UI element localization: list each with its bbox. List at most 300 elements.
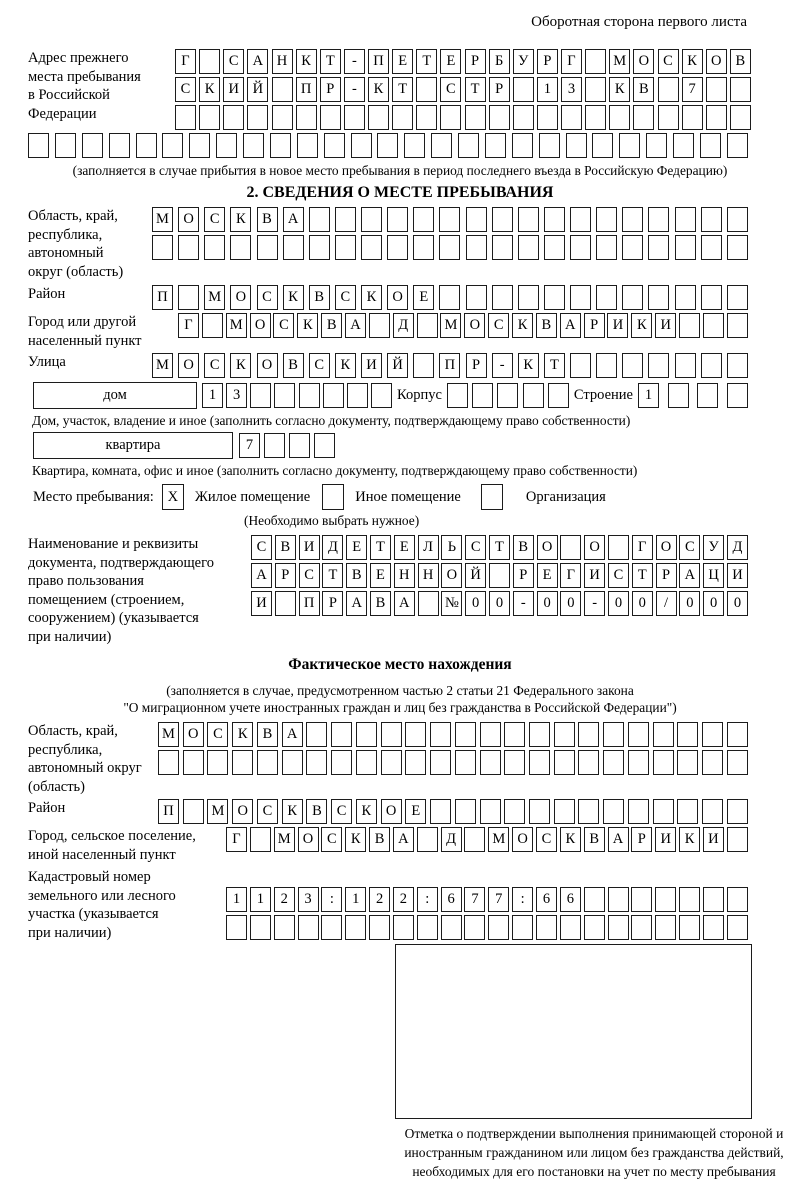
char-cell[interactable]	[596, 235, 617, 260]
char-cell[interactable]	[223, 105, 244, 130]
char-cell[interactable]	[369, 313, 390, 338]
char-cell[interactable]: Т	[489, 535, 510, 560]
char-cell[interactable]	[570, 235, 591, 260]
char-cell[interactable]	[320, 105, 341, 130]
char-cell[interactable]: Р	[489, 77, 510, 102]
char-cell[interactable]	[331, 750, 352, 775]
char-cell[interactable]	[544, 235, 565, 260]
char-cell[interactable]	[727, 887, 748, 912]
char-cell[interactable]	[523, 383, 544, 408]
char-cell[interactable]: А	[283, 207, 304, 232]
char-cell[interactable]: А	[345, 313, 366, 338]
char-cell[interactable]: 0	[727, 591, 748, 616]
char-cell[interactable]: О	[441, 563, 462, 588]
char-cell[interactable]	[648, 207, 669, 232]
char-cell[interactable]	[270, 133, 291, 158]
char-cell[interactable]	[727, 383, 748, 408]
char-cell[interactable]: С	[658, 49, 679, 74]
char-cell[interactable]	[703, 887, 724, 912]
char-cell[interactable]: К	[609, 77, 630, 102]
char-cell[interactable]: 2	[369, 887, 390, 912]
char-cell[interactable]: 0	[632, 591, 653, 616]
char-cell[interactable]	[455, 750, 476, 775]
char-cell[interactable]	[648, 235, 669, 260]
char-cell[interactable]	[585, 77, 606, 102]
char-cell[interactable]: К	[368, 77, 389, 102]
char-cell[interactable]	[679, 887, 700, 912]
char-cell[interactable]: Т	[465, 77, 486, 102]
char-cell[interactable]	[55, 133, 76, 158]
char-cell[interactable]: Р	[656, 563, 677, 588]
char-cell[interactable]: А	[282, 722, 303, 747]
char-cell[interactable]	[189, 133, 210, 158]
char-cell[interactable]: П	[158, 799, 179, 824]
char-cell[interactable]: О	[584, 535, 605, 560]
char-cell[interactable]	[603, 750, 624, 775]
char-cell[interactable]	[387, 207, 408, 232]
char-cell[interactable]: В	[257, 722, 278, 747]
char-cell[interactable]	[377, 133, 398, 158]
char-cell[interactable]: С	[321, 827, 342, 852]
char-cell[interactable]: Т	[416, 49, 437, 74]
char-cell[interactable]	[464, 915, 485, 940]
char-cell[interactable]	[653, 722, 674, 747]
char-cell[interactable]	[458, 133, 479, 158]
char-cell[interactable]: 3	[298, 887, 319, 912]
char-cell[interactable]	[298, 915, 319, 940]
char-cell[interactable]	[702, 750, 723, 775]
char-cell[interactable]: Е	[413, 285, 434, 310]
char-cell[interactable]: У	[703, 535, 724, 560]
char-cell[interactable]	[361, 207, 382, 232]
char-cell[interactable]	[202, 313, 223, 338]
char-cell[interactable]: 3	[226, 383, 247, 408]
char-cell[interactable]: Р	[465, 49, 486, 74]
char-cell[interactable]	[608, 915, 629, 940]
char-cell[interactable]: Н	[272, 49, 293, 74]
char-cell[interactable]	[296, 105, 317, 130]
char-cell[interactable]	[381, 722, 402, 747]
char-cell[interactable]	[655, 915, 676, 940]
char-cell[interactable]	[321, 915, 342, 940]
char-cell[interactable]: 1	[345, 887, 366, 912]
char-cell[interactable]: Д	[727, 535, 748, 560]
char-cell[interactable]: 0	[560, 591, 581, 616]
char-cell[interactable]: В	[257, 207, 278, 232]
char-cell[interactable]	[554, 750, 575, 775]
char-cell[interactable]: Р	[275, 563, 296, 588]
char-cell[interactable]: В	[321, 313, 342, 338]
char-cell[interactable]	[596, 207, 617, 232]
char-cell[interactable]	[405, 722, 426, 747]
char-cell[interactable]	[430, 722, 451, 747]
char-cell[interactable]: Г	[226, 827, 247, 852]
char-cell[interactable]: К	[512, 313, 533, 338]
char-cell[interactable]: Н	[418, 563, 439, 588]
char-cell[interactable]	[544, 285, 565, 310]
char-cell[interactable]: В	[584, 827, 605, 852]
char-cell[interactable]: Е	[370, 563, 391, 588]
char-cell[interactable]: О	[230, 285, 251, 310]
char-cell[interactable]: В	[370, 591, 391, 616]
char-cell[interactable]: К	[361, 285, 382, 310]
char-cell[interactable]	[465, 105, 486, 130]
char-cell[interactable]	[622, 353, 643, 378]
char-cell[interactable]	[464, 827, 485, 852]
char-cell[interactable]	[472, 383, 493, 408]
char-cell[interactable]: Е	[537, 563, 558, 588]
char-cell[interactable]	[513, 77, 534, 102]
char-cell[interactable]	[658, 105, 679, 130]
char-cell[interactable]: О	[232, 799, 253, 824]
char-cell[interactable]: Р	[322, 591, 343, 616]
char-cell[interactable]: Н	[394, 563, 415, 588]
char-cell[interactable]: №	[441, 591, 462, 616]
char-cell[interactable]	[371, 383, 392, 408]
char-cell[interactable]	[158, 750, 179, 775]
char-cell[interactable]: Й	[387, 353, 408, 378]
char-cell[interactable]	[361, 235, 382, 260]
char-cell[interactable]	[335, 207, 356, 232]
char-cell[interactable]: -	[492, 353, 513, 378]
char-cell[interactable]: И	[607, 313, 628, 338]
char-cell[interactable]	[730, 77, 751, 102]
char-cell[interactable]: Е	[440, 49, 461, 74]
char-cell[interactable]	[585, 105, 606, 130]
char-cell[interactable]: С	[223, 49, 244, 74]
char-cell[interactable]: В	[369, 827, 390, 852]
char-cell[interactable]	[653, 799, 674, 824]
char-cell[interactable]	[603, 799, 624, 824]
char-cell[interactable]	[250, 915, 271, 940]
char-cell[interactable]	[492, 235, 513, 260]
char-cell[interactable]	[309, 207, 330, 232]
char-cell[interactable]	[730, 105, 751, 130]
char-cell[interactable]	[417, 915, 438, 940]
char-cell[interactable]: О	[656, 535, 677, 560]
char-cell[interactable]: Ь	[441, 535, 462, 560]
char-cell[interactable]	[441, 915, 462, 940]
char-cell[interactable]	[226, 915, 247, 940]
char-cell[interactable]	[701, 353, 722, 378]
char-cell[interactable]: Ц	[703, 563, 724, 588]
char-cell[interactable]: С	[204, 207, 225, 232]
char-cell[interactable]	[489, 563, 510, 588]
char-cell[interactable]: К	[199, 77, 220, 102]
char-cell[interactable]: Б	[489, 49, 510, 74]
char-cell[interactable]: О	[183, 722, 204, 747]
char-cell[interactable]	[518, 235, 539, 260]
char-cell[interactable]	[207, 750, 228, 775]
char-cell[interactable]	[178, 285, 199, 310]
char-cell[interactable]	[727, 133, 748, 158]
char-cell[interactable]: С	[536, 827, 557, 852]
char-cell[interactable]: М	[152, 207, 173, 232]
char-cell[interactable]: Т	[544, 353, 565, 378]
char-cell[interactable]	[570, 285, 591, 310]
char-cell[interactable]: Д	[441, 827, 462, 852]
char-cell[interactable]: И	[655, 313, 676, 338]
char-cell[interactable]	[548, 383, 569, 408]
char-cell[interactable]: И	[655, 827, 676, 852]
char-cell[interactable]	[513, 105, 534, 130]
char-cell[interactable]: С	[608, 563, 629, 588]
char-cell[interactable]	[272, 77, 293, 102]
char-cell[interactable]	[492, 285, 513, 310]
char-cell[interactable]	[356, 722, 377, 747]
char-cell[interactable]	[504, 799, 525, 824]
char-cell[interactable]	[413, 235, 434, 260]
char-cell[interactable]	[82, 133, 103, 158]
char-cell[interactable]: 1	[202, 383, 223, 408]
char-cell[interactable]	[152, 235, 173, 260]
char-cell[interactable]	[512, 133, 533, 158]
char-cell[interactable]: О	[178, 353, 199, 378]
char-cell[interactable]: М	[152, 353, 173, 378]
char-cell[interactable]: Т	[370, 535, 391, 560]
char-cell[interactable]: 0	[679, 591, 700, 616]
char-cell[interactable]	[727, 313, 748, 338]
char-cell[interactable]: Т	[322, 563, 343, 588]
stay-type-checkbox-inoe[interactable]	[322, 484, 344, 510]
char-cell[interactable]	[622, 285, 643, 310]
char-cell[interactable]	[413, 353, 434, 378]
char-cell[interactable]: М	[204, 285, 225, 310]
char-cell[interactable]	[529, 722, 550, 747]
char-cell[interactable]	[274, 383, 295, 408]
char-cell[interactable]: Т	[632, 563, 653, 588]
char-cell[interactable]	[404, 133, 425, 158]
char-cell[interactable]	[727, 750, 748, 775]
char-cell[interactable]	[512, 915, 533, 940]
char-cell[interactable]	[727, 353, 748, 378]
char-cell[interactable]: С	[488, 313, 509, 338]
char-cell[interactable]	[175, 105, 196, 130]
char-cell[interactable]	[466, 235, 487, 260]
char-cell[interactable]	[668, 383, 689, 408]
char-cell[interactable]	[504, 722, 525, 747]
char-cell[interactable]	[658, 77, 679, 102]
char-cell[interactable]	[216, 133, 237, 158]
char-cell[interactable]	[682, 105, 703, 130]
char-cell[interactable]: С	[679, 535, 700, 560]
char-cell[interactable]	[679, 915, 700, 940]
char-cell[interactable]	[199, 49, 220, 74]
char-cell[interactable]	[727, 207, 748, 232]
char-cell[interactable]: 1	[638, 383, 659, 408]
char-cell[interactable]	[485, 133, 506, 158]
char-cell[interactable]: 1	[537, 77, 558, 102]
char-cell[interactable]	[570, 207, 591, 232]
char-cell[interactable]	[609, 105, 630, 130]
char-cell[interactable]: 0	[537, 591, 558, 616]
char-cell[interactable]	[447, 383, 468, 408]
char-cell[interactable]	[701, 235, 722, 260]
char-cell[interactable]: И	[361, 353, 382, 378]
char-cell[interactable]: О	[512, 827, 533, 852]
char-cell[interactable]	[648, 353, 669, 378]
char-cell[interactable]	[570, 353, 591, 378]
char-cell[interactable]	[387, 235, 408, 260]
char-cell[interactable]	[345, 915, 366, 940]
stay-type-checkbox-zhiloe[interactable]: X	[162, 484, 184, 510]
char-cell[interactable]	[344, 105, 365, 130]
char-cell[interactable]: О	[464, 313, 485, 338]
char-cell[interactable]	[250, 827, 271, 852]
char-cell[interactable]	[335, 235, 356, 260]
char-cell[interactable]	[492, 207, 513, 232]
char-cell[interactable]: К	[283, 285, 304, 310]
char-cell[interactable]	[561, 105, 582, 130]
char-cell[interactable]: М	[440, 313, 461, 338]
char-cell[interactable]: О	[178, 207, 199, 232]
char-cell[interactable]: В	[309, 285, 330, 310]
char-cell[interactable]	[628, 750, 649, 775]
char-cell[interactable]	[655, 887, 676, 912]
char-cell[interactable]: 7	[488, 887, 509, 912]
char-cell[interactable]	[136, 133, 157, 158]
char-cell[interactable]	[331, 722, 352, 747]
char-cell[interactable]: А	[346, 591, 367, 616]
char-cell[interactable]: К	[356, 799, 377, 824]
char-cell[interactable]	[622, 207, 643, 232]
char-cell[interactable]: М	[226, 313, 247, 338]
char-cell[interactable]: С	[309, 353, 330, 378]
char-cell[interactable]	[393, 915, 414, 940]
char-cell[interactable]: К	[679, 827, 700, 852]
char-cell[interactable]	[619, 133, 640, 158]
char-cell[interactable]	[697, 383, 718, 408]
char-cell[interactable]	[566, 133, 587, 158]
char-cell[interactable]: В	[306, 799, 327, 824]
char-cell[interactable]: -	[344, 49, 365, 74]
char-cell[interactable]: В	[275, 535, 296, 560]
char-cell[interactable]	[183, 799, 204, 824]
char-cell[interactable]: П	[152, 285, 173, 310]
char-cell[interactable]: :	[321, 887, 342, 912]
char-cell[interactable]	[675, 207, 696, 232]
char-cell[interactable]: 7	[464, 887, 485, 912]
char-cell[interactable]	[727, 915, 748, 940]
char-cell[interactable]: Е	[346, 535, 367, 560]
char-cell[interactable]: С	[335, 285, 356, 310]
char-cell[interactable]: С	[440, 77, 461, 102]
char-cell[interactable]: В	[536, 313, 557, 338]
char-cell[interactable]	[622, 235, 643, 260]
char-cell[interactable]: С	[299, 563, 320, 588]
char-cell[interactable]	[596, 353, 617, 378]
char-cell[interactable]	[274, 915, 295, 940]
char-cell[interactable]	[417, 827, 438, 852]
char-cell[interactable]: Р	[631, 827, 652, 852]
char-cell[interactable]	[282, 750, 303, 775]
char-cell[interactable]	[536, 915, 557, 940]
char-cell[interactable]	[324, 133, 345, 158]
char-cell[interactable]: П	[439, 353, 460, 378]
char-cell[interactable]	[554, 722, 575, 747]
char-cell[interactable]	[628, 799, 649, 824]
char-cell[interactable]: С	[257, 285, 278, 310]
char-cell[interactable]	[309, 235, 330, 260]
char-cell[interactable]	[675, 353, 696, 378]
char-cell[interactable]	[416, 77, 437, 102]
char-cell[interactable]: К	[232, 722, 253, 747]
char-cell[interactable]: О	[706, 49, 727, 74]
char-cell[interactable]: К	[560, 827, 581, 852]
char-cell[interactable]: Й	[465, 563, 486, 588]
char-cell[interactable]	[439, 207, 460, 232]
char-cell[interactable]: К	[230, 353, 251, 378]
char-cell[interactable]	[250, 383, 271, 408]
char-cell[interactable]	[356, 750, 377, 775]
char-cell[interactable]: 0	[703, 591, 724, 616]
char-cell[interactable]: А	[393, 827, 414, 852]
char-cell[interactable]	[466, 285, 487, 310]
char-cell[interactable]: Г	[561, 49, 582, 74]
char-cell[interactable]	[679, 313, 700, 338]
char-cell[interactable]: М	[274, 827, 295, 852]
char-cell[interactable]	[480, 750, 501, 775]
char-cell[interactable]	[272, 105, 293, 130]
char-cell[interactable]: :	[512, 887, 533, 912]
char-cell[interactable]: К	[296, 49, 317, 74]
char-cell[interactable]: У	[513, 49, 534, 74]
char-cell[interactable]	[673, 133, 694, 158]
char-cell[interactable]	[405, 750, 426, 775]
char-cell[interactable]: Д	[322, 535, 343, 560]
char-cell[interactable]: К	[631, 313, 652, 338]
char-cell[interactable]: А	[608, 827, 629, 852]
char-cell[interactable]: К	[297, 313, 318, 338]
char-cell[interactable]	[727, 285, 748, 310]
char-cell[interactable]	[368, 105, 389, 130]
char-cell[interactable]	[480, 799, 501, 824]
char-cell[interactable]	[702, 799, 723, 824]
char-cell[interactable]	[596, 285, 617, 310]
char-cell[interactable]	[608, 535, 629, 560]
char-cell[interactable]: И	[299, 535, 320, 560]
char-cell[interactable]: 2	[393, 887, 414, 912]
char-cell[interactable]: Р	[584, 313, 605, 338]
char-cell[interactable]	[430, 750, 451, 775]
char-cell[interactable]	[392, 105, 413, 130]
char-cell[interactable]: 3	[561, 77, 582, 102]
char-cell[interactable]: К	[282, 799, 303, 824]
char-cell[interactable]	[257, 235, 278, 260]
char-cell[interactable]: 0	[465, 591, 486, 616]
char-cell[interactable]	[264, 433, 285, 458]
char-cell[interactable]	[230, 235, 251, 260]
char-cell[interactable]	[162, 133, 183, 158]
char-cell[interactable]: П	[296, 77, 317, 102]
char-cell[interactable]	[700, 133, 721, 158]
char-cell[interactable]: О	[381, 799, 402, 824]
char-cell[interactable]	[306, 750, 327, 775]
char-cell[interactable]: М	[207, 799, 228, 824]
char-cell[interactable]	[466, 207, 487, 232]
char-cell[interactable]: А	[394, 591, 415, 616]
char-cell[interactable]: Р	[513, 563, 534, 588]
char-cell[interactable]: /	[656, 591, 677, 616]
char-cell[interactable]	[289, 433, 310, 458]
char-cell[interactable]	[544, 207, 565, 232]
char-cell[interactable]	[417, 313, 438, 338]
char-cell[interactable]	[701, 285, 722, 310]
char-cell[interactable]	[275, 591, 296, 616]
char-cell[interactable]: К	[682, 49, 703, 74]
char-cell[interactable]: -	[344, 77, 365, 102]
char-cell[interactable]	[299, 383, 320, 408]
